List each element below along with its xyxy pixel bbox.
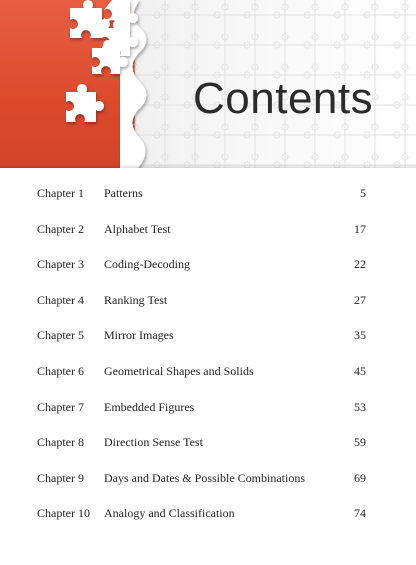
toc-chapter-title: Ranking Test — [104, 292, 168, 307]
toc-page-number: 17 — [354, 221, 366, 236]
toc-row[interactable] — [0, 431, 416, 455]
toc-page-number: 22 — [354, 257, 366, 272]
toc-row[interactable] — [0, 324, 416, 348]
toc-row[interactable] — [0, 253, 416, 277]
toc-page-number: 53 — [354, 399, 366, 414]
toc-chapter-title: Direction Sense Test — [104, 435, 203, 450]
toc-chapter-title: Embedded Figures — [104, 399, 195, 414]
toc-row[interactable] — [0, 289, 416, 313]
toc-row[interactable] — [0, 218, 416, 242]
toc-page-number: 45 — [354, 364, 366, 378]
toc-page-number: 35 — [354, 328, 366, 343]
toc-chapter-title: Patterns — [104, 186, 143, 200]
toc-page-number: 59 — [354, 435, 366, 450]
toc-chapter-title: Geometrical Shapes and Solids — [104, 364, 254, 378]
toc-chapter-title: Alphabet Test — [104, 221, 171, 236]
toc-chapter-number: Chapter 5 — [37, 328, 84, 343]
toc-chapter-title: Mirror Images — [104, 328, 174, 343]
toc-page-number: 5 — [360, 186, 366, 200]
toc-page-number: 27 — [354, 292, 366, 307]
toc-page-number: 69 — [354, 470, 366, 485]
toc-chapter-title: Coding-Decoding — [104, 257, 190, 272]
toc-chapter-number: Chapter 8 — [37, 435, 84, 450]
toc-chapter-title: Days and Dates & Possible Combinations — [104, 470, 305, 485]
toc-page-number: 74 — [354, 506, 366, 521]
toc-row[interactable] — [0, 502, 416, 526]
toc-row[interactable] — [0, 182, 416, 206]
header-divider — [0, 164, 416, 168]
toc-chapter-number: Chapter 9 — [37, 470, 84, 485]
toc-row[interactable] — [0, 360, 416, 384]
toc-row[interactable] — [0, 467, 416, 491]
toc-chapter-number: Chapter 1 — [37, 186, 84, 200]
toc-chapter-number: Chapter 2 — [37, 221, 84, 236]
toc-chapter-number: Chapter 10 — [37, 506, 90, 521]
toc-row[interactable] — [0, 396, 416, 420]
toc-chapter-number: Chapter 7 — [37, 399, 84, 414]
toc-chapter-title: Analogy and Classification — [104, 506, 235, 521]
toc-chapter-number: Chapter 6 — [37, 364, 84, 378]
toc-chapter-number: Chapter 3 — [37, 257, 84, 272]
page-title: Contents — [193, 74, 374, 123]
toc-chapter-number: Chapter 4 — [37, 292, 84, 307]
